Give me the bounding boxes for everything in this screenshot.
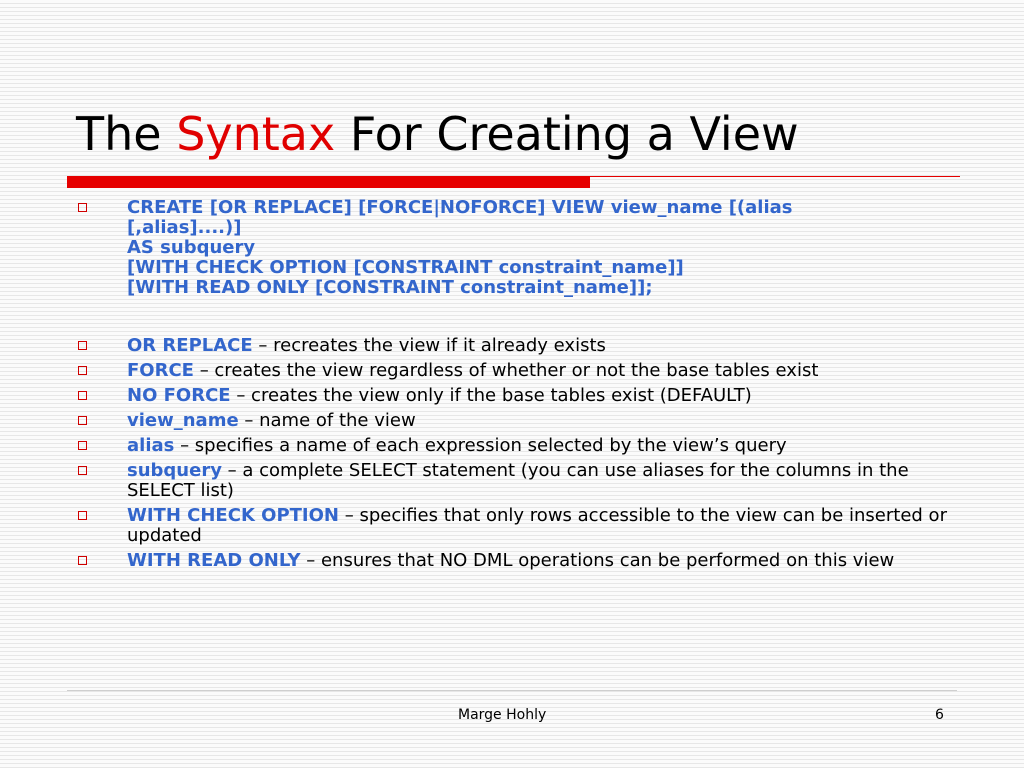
syntax-line: [,alias]....)] [127,217,242,238]
definition-item-force [76,361,966,381]
hollow-square-bullet-icon [78,341,87,350]
hollow-square-bullet-icon [78,391,87,400]
title-part-1: The [76,107,177,161]
definition-item-with-check-option [76,506,966,546]
definition-term: OR REPLACE [127,335,253,356]
definition-text: – name of the view [238,410,416,431]
definition-term: subquery [127,460,222,481]
definition-text: – specifies a name of each expression selected by the view’s query [174,435,787,456]
create-view-syntax [127,198,966,298]
definition-text: – creates the view regardless of whether or not the base tables exist [193,360,819,381]
syntax-line: AS subquery [127,237,256,258]
title-part-2: For Creating a View [335,107,799,161]
syntax-bullet [76,198,966,298]
footer-author: Marge Hohly [458,707,547,723]
syntax-line: [WITH CHECK OPTION [CONSTRAINT constraint_name]] [127,257,684,278]
definition-item-no-force [76,386,966,406]
definition-text: – a complete SELECT statement (you can use aliases for the columns in the SELECT list) [127,460,909,501]
definition-term: alias [127,435,175,456]
hollow-square-bullet-icon [78,366,87,375]
definition-item-view-name [76,411,966,431]
definition-term: WITH CHECK OPTION [127,505,339,526]
hollow-square-bullet-icon [78,416,87,425]
syntax-line: CREATE [OR REPLACE] [FORCE|NOFORCE] VIEW view_name [(alias [127,197,793,218]
definition-text: – recreates the view if it already exists [252,335,606,356]
footer-divider [67,690,957,691]
hollow-square-bullet-icon [78,511,87,520]
title-underline-bar [67,176,590,188]
slide-page-number: 6 [935,707,944,723]
syntax-line: [WITH READ ONLY [CONSTRAINT constraint_name]]; [127,277,653,298]
definition-term: WITH READ ONLY [127,550,301,571]
definition-text: – creates the view only if the base tables exist (DEFAULT) [230,385,752,406]
title-accent-word: Syntax [176,107,336,161]
definition-item-alias [76,436,966,456]
definition-item-subquery [76,461,966,501]
definition-item-with-read-only [76,551,966,571]
definition-text: – ensures that NO DML operations can be performed on this view [300,550,895,571]
definition-text: – specifies that only rows accessible to the view can be inserted or updated [127,505,947,546]
hollow-square-bullet-icon [78,203,87,212]
spacer [76,298,966,336]
slide-body [76,198,966,576]
hollow-square-bullet-icon [78,466,87,475]
definition-item-or-replace [76,336,966,356]
slide-title [76,102,799,166]
hollow-square-bullet-icon [78,556,87,565]
definition-term: FORCE [127,360,194,381]
definition-term: view_name [127,410,239,431]
title-underline-thin-line [590,176,960,177]
hollow-square-bullet-icon [78,441,87,450]
definition-term: NO FORCE [127,385,231,406]
